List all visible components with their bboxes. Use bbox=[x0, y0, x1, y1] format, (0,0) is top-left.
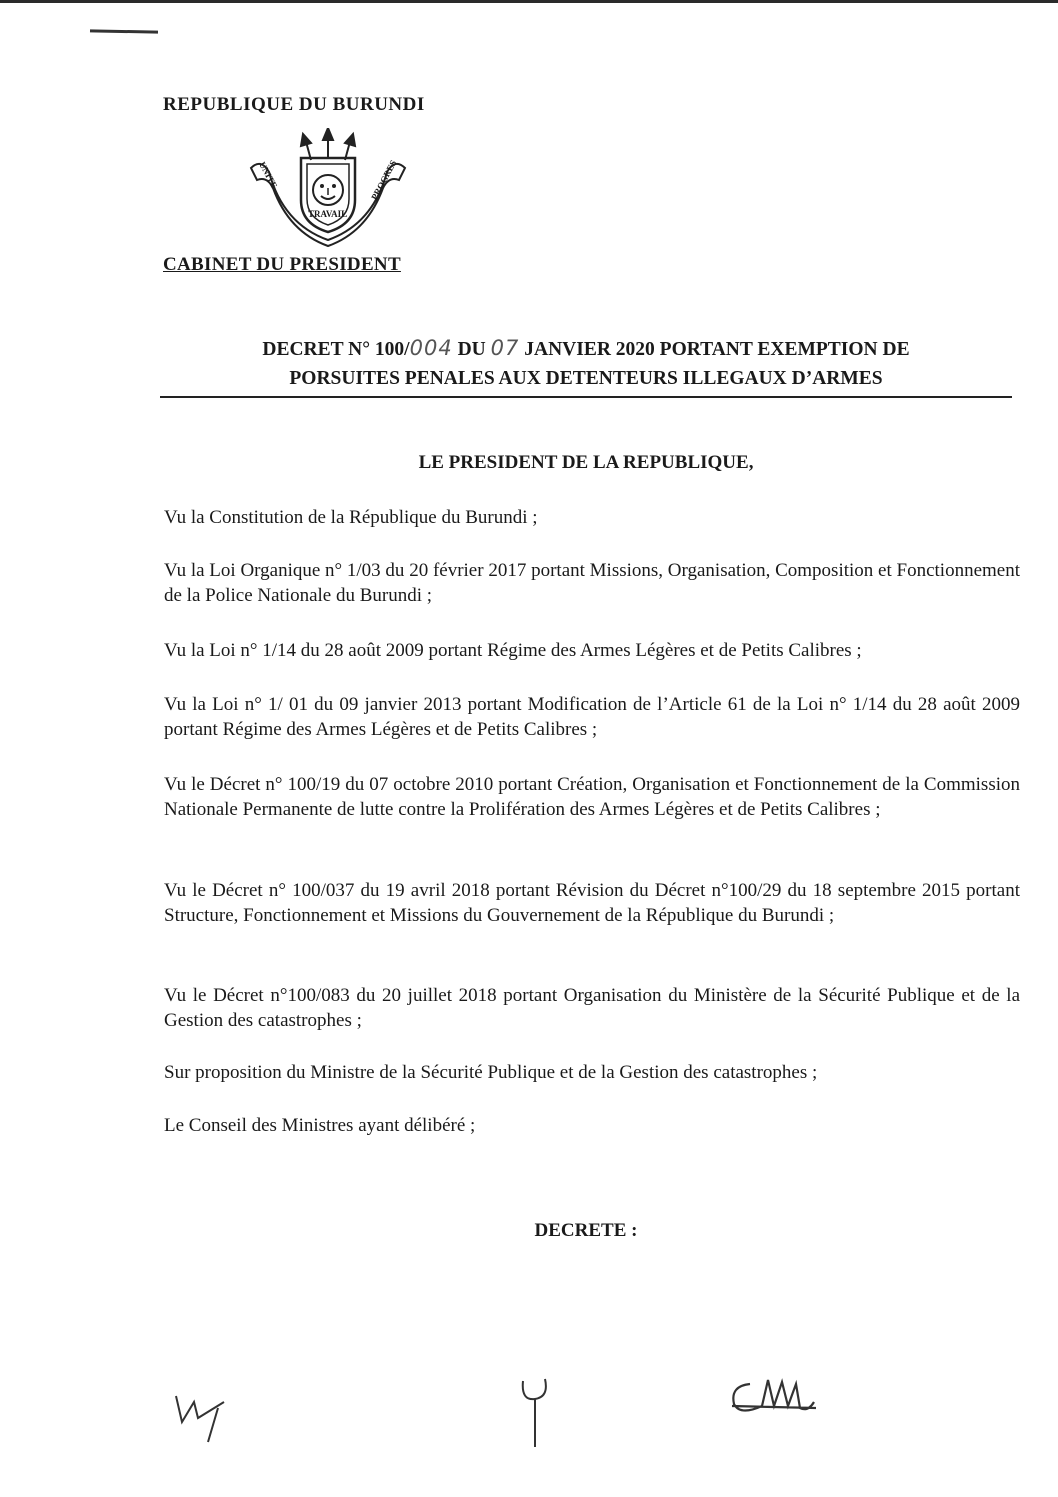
paragraph: Vu le Décret n° 100/19 du 07 octobre 2010 portant Création, Organisation et Fonctionnement de la Commission Nationale Permanente de lutte contre la Prolifération des Armes Légères et de Petits Calibres ; bbox=[164, 774, 1020, 820]
paragraph: Vu la Loi n° 1/14 du 28 août 2009 portant Régime des Armes Légères et de Petits Calibres ; bbox=[164, 640, 862, 661]
motto-word: TRAVAIL bbox=[308, 209, 348, 219]
motto-word: UNITE bbox=[257, 160, 280, 190]
decree-title-line1 bbox=[160, 334, 1012, 364]
initial-signature-icon bbox=[172, 1388, 232, 1448]
paragraph: Vu la Loi n° 1/ 01 du 09 janvier 2013 portant Modification de l’Article 61 de la Loi n° 1/14 du 28 août 2009 portant Régime des Armes Légères et de Petits Calibres ; bbox=[164, 694, 1020, 740]
decrete-heading: DECRETE : bbox=[534, 1220, 638, 1241]
paragraph: Vu la Loi Organique n° 1/03 du 20 février 2017 portant Missions, Organisation, Composition et Fonctionnement de la Police Nationale du Burundi ; bbox=[164, 560, 1020, 606]
coat-of-arms-icon bbox=[243, 128, 413, 248]
title-divider bbox=[160, 396, 1012, 398]
president-heading: LE PRESIDENT DE LA REPUBLIQUE, bbox=[418, 452, 754, 473]
republic-title: REPUBLIQUE DU BURUNDI bbox=[163, 94, 425, 115]
paragraph: Vu le Décret n°100/083 du 20 juillet 2018 portant Organisation du Ministère de la Sécurité Publique et de la Gestion des catastrophes ; bbox=[164, 985, 1020, 1031]
initial-signature-icon bbox=[728, 1372, 818, 1422]
decree-prefix: DECRET N° 100/ bbox=[262, 339, 410, 360]
initial-signature-icon bbox=[515, 1375, 555, 1455]
paragraph: Sur proposition du Ministre de la Sécurité Publique et de la Gestion des catastrophes ; bbox=[164, 1062, 818, 1083]
cabinet-title: CABINET DU PRESIDENT bbox=[163, 254, 401, 275]
handwritten-decree-number: 004 bbox=[409, 336, 453, 360]
scan-mark bbox=[90, 29, 158, 33]
handwritten-day: 07 bbox=[490, 336, 520, 360]
motto-word: PROGRES bbox=[369, 158, 399, 202]
paragraph: Le Conseil des Ministres ayant délibéré ; bbox=[164, 1115, 476, 1136]
scan-edge bbox=[0, 0, 1058, 3]
decree-suffix: JANVIER 2020 PORTANT EXEMPTION DE bbox=[519, 339, 910, 360]
paragraph: Vu le Décret n° 100/037 du 19 avril 2018 portant Révision du Décret n°100/29 du 18 septembre 2015 portant Structure, Fonctionnement et Missions du Gouvernement de la République du Burundi ; bbox=[164, 880, 1020, 926]
decree-title bbox=[160, 334, 1012, 393]
decree-mid: DU bbox=[452, 339, 491, 360]
decree-title-line2: PORSUITES PENALES AUX DETENTEURS ILLEGAUX D’ARMES bbox=[289, 368, 883, 389]
paragraph: Vu la Constitution de la République du Burundi ; bbox=[164, 507, 538, 528]
